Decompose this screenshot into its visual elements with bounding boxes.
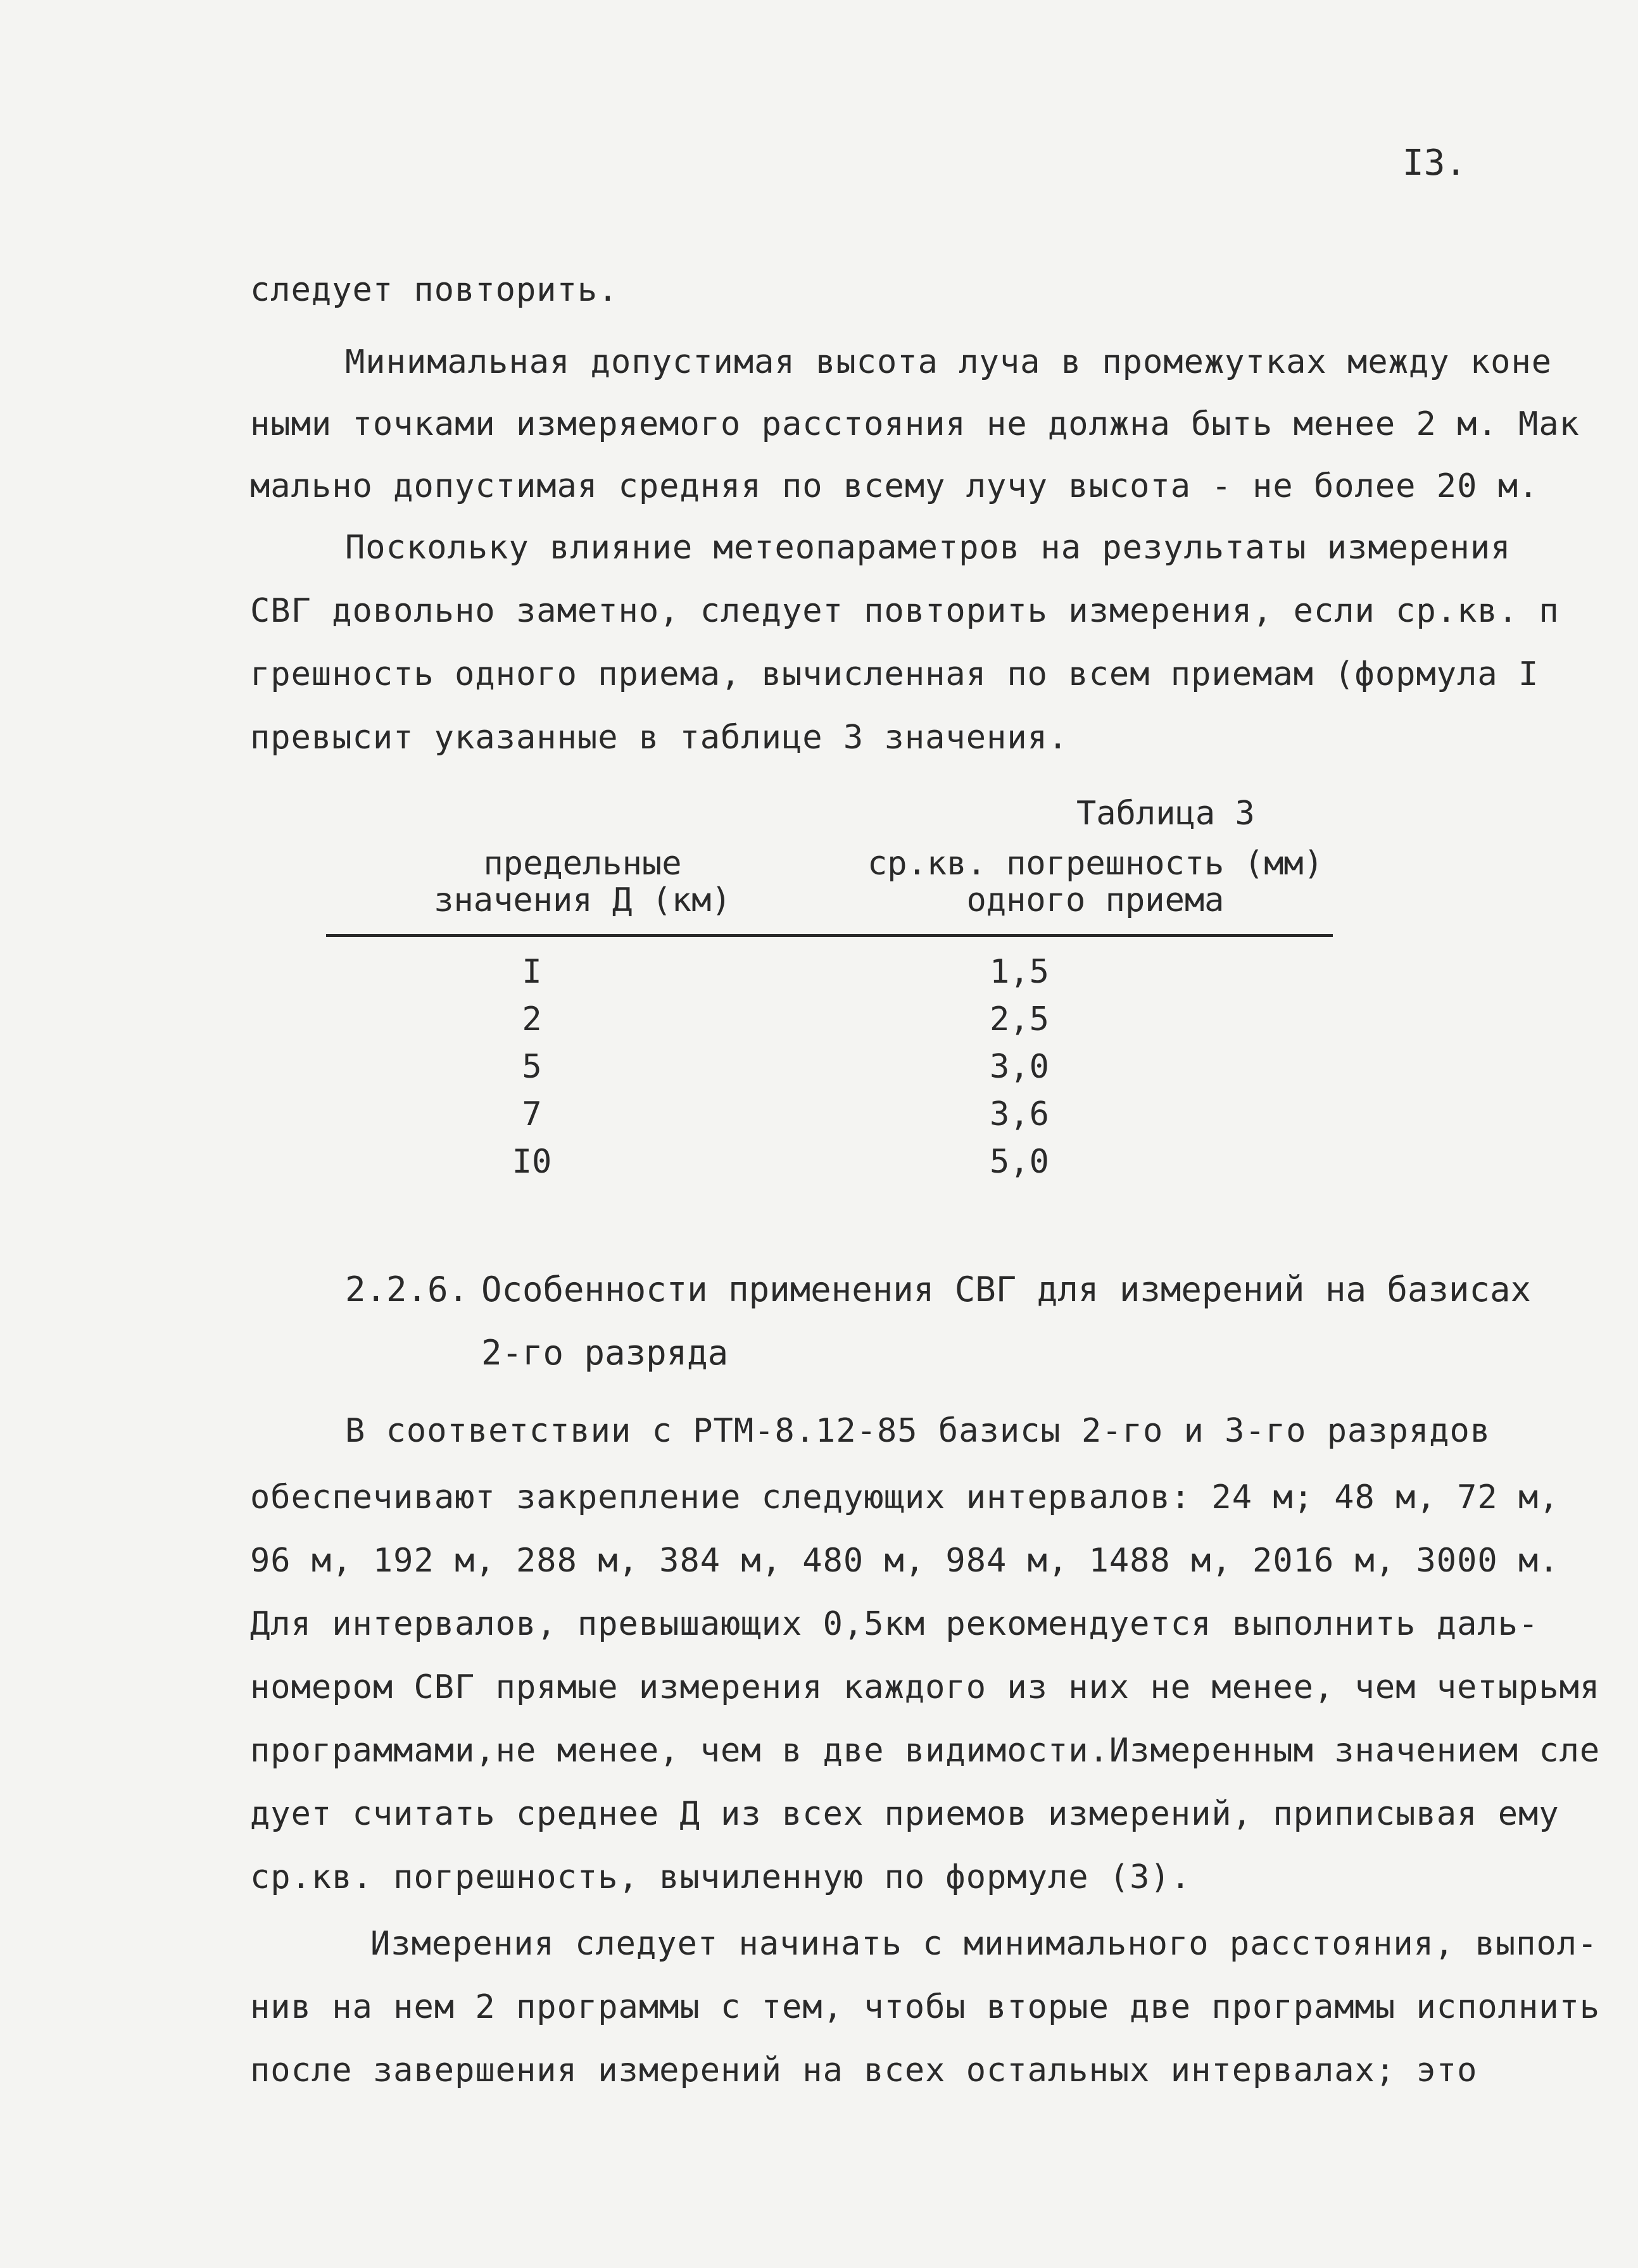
table-cell-error: 3,6 [990, 1095, 1049, 1133]
body-line: обеспечивают закрепление следующих интервалов: 24 м; 48 м, 72 м, [250, 1478, 1559, 1516]
table-cell-error: 1,5 [990, 953, 1049, 991]
paragraph-line: превысит указанные в таблице 3 значения. [250, 719, 1069, 757]
body-line: программами,не менее, чем в две видимости.Измеренным значением сле [250, 1732, 1601, 1770]
body-line: дует считать среднее Д из всех приемов измерений, приписывая ему [250, 1795, 1559, 1833]
body-line: 96 м, 192 м, 288 м, 384 м, 480 м, 984 м, 1488 м, 2016 м, 3000 м. [250, 1542, 1559, 1580]
table-cell-distance: I [522, 953, 542, 991]
paragraph-line: грешность одного приема, вычисленная по всем приемам (формула I [250, 655, 1539, 693]
paragraph-line: мально допустимая средняя по всему лучу высота - не более 20 м. [250, 467, 1539, 505]
header-line: предельные [483, 845, 682, 883]
table-header-rule [326, 934, 1333, 937]
table-cell-distance: I0 [512, 1143, 552, 1181]
page-number: I3. [1402, 142, 1467, 184]
table-cell-distance: 5 [522, 1048, 542, 1086]
paragraph-line: Поскольку влияние метеопараметров на результаты измерения [345, 529, 1511, 567]
table-header-error [836, 845, 1355, 919]
body-line: нив на нем 2 программы с тем, чтобы вторые две программы исполнить [250, 1988, 1601, 2026]
table-caption: Таблица 3 [1076, 795, 1255, 833]
body-line: В соответствии с РТМ-8.12-85 базисы 2-го и 3-го разрядов [345, 1412, 1491, 1450]
paragraph-line: следует повторить. [250, 271, 619, 309]
table-cell-distance: 7 [522, 1095, 542, 1133]
body-line: Измерения следует начинать с минимального расстояния, выпол- [370, 1925, 1598, 1963]
table-cell-distance: 2 [522, 1000, 542, 1038]
paragraph-line: СВГ довольно заметно, следует повторить измерения, если ср.кв. п [250, 592, 1559, 630]
body-line: после завершения измерений на всех остальных интервалах; это [250, 2051, 1478, 2089]
header-line: одного приема [966, 881, 1225, 919]
table-cell-error: 5,0 [990, 1143, 1049, 1181]
section-title-line2: 2-го разряда [481, 1333, 729, 1373]
body-line: Для интервалов, превышающих 0,5км рекомендуется выполнить даль- [250, 1605, 1539, 1643]
table-cell-error: 2,5 [990, 1000, 1049, 1038]
table-header-limit [405, 845, 760, 919]
paragraph-line: ными точками измеряемого расстояния не должна быть менее 2 м. Мак [250, 405, 1580, 443]
body-line: номером СВГ прямые измерения каждого из них не менее, чем четырьмя [250, 1668, 1601, 1706]
table-cell-error: 3,0 [990, 1048, 1049, 1086]
section-title: Особенности применения СВГ для измерений на базисах [481, 1269, 1532, 1309]
header-line: ср.кв. погрешность (мм) [867, 845, 1324, 883]
section-number: 2.2.6. [345, 1269, 469, 1309]
header-line: значения Д (км) [434, 881, 731, 919]
body-line: ср.кв. погрешность, вычиленную по формуле (3). [250, 1858, 1192, 1896]
paragraph-line: Минимальная допустимая высота луча в промежутках между коне [345, 343, 1553, 381]
